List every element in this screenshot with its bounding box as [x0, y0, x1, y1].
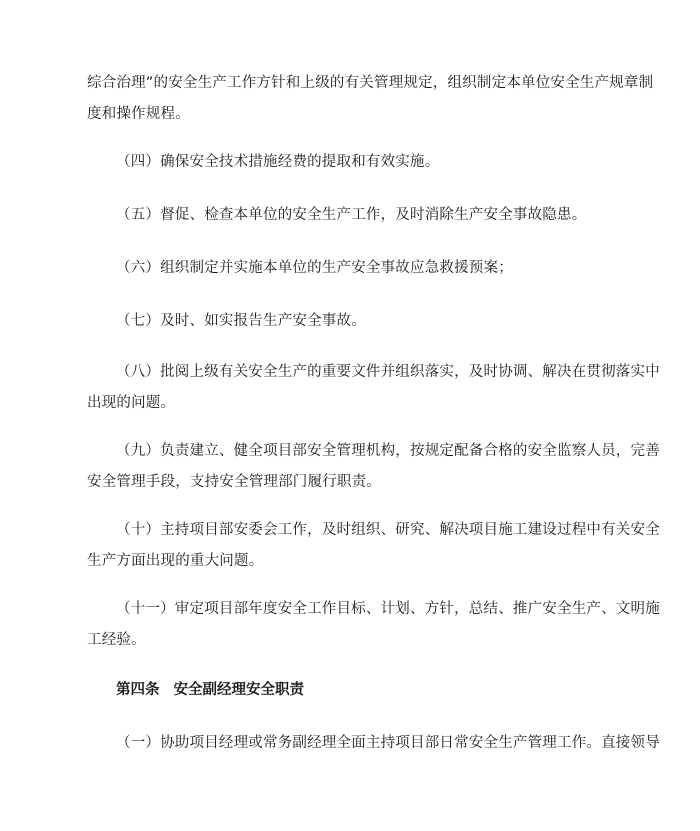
paragraph-line: （十一）审定项目部年度安全工作目标、计划、方针，总结、推广安全生产、文明施 [116, 601, 660, 617]
paragraph-line: （九）负责建立、健全项目部安全管理机构，按规定配备合格的安全监察人员，完善 [116, 443, 660, 459]
paragraph-article4-item-1 [87, 728, 660, 759]
paragraph-line: （五）督促、检查本单位的安全生产工作，及时消除生产安全事故隐患。 [116, 207, 587, 223]
paragraph-line: （四）确保安全技术措施经费的提取和有效实施。 [116, 154, 440, 170]
article-number: 第四条 [116, 682, 160, 698]
paragraph-line: 综合治理”的安全生产工作方针和上级的有关管理规定，组织制定本单位安全生产规章制 [87, 75, 654, 91]
paragraph-item-7 [87, 306, 617, 337]
paragraph-line: （八）批阅上级有关安全生产的重要文件并组织落实，及时协调、解决在贯彻落实中 [116, 364, 660, 380]
paragraph-item-6 [87, 253, 617, 284]
paragraph-line: （六）组织制定并实施本单位的生产安全事故应急救援预案； [116, 260, 513, 276]
paragraph-item-11 [87, 594, 660, 656]
paragraph-item-8 [87, 357, 660, 419]
paragraph-line: 度和操作规程。 [87, 106, 190, 122]
article-title: 安全副经理安全职责 [173, 682, 304, 698]
paragraph-line: （七）及时、如实报告生产安全事故。 [116, 313, 366, 329]
paragraph-line: 生产方面出现的重大问题。 [87, 553, 264, 569]
paragraph-line: 工经验。 [87, 632, 146, 648]
paragraph-item-5 [87, 200, 617, 231]
paragraph-item-9 [87, 436, 660, 498]
paragraph-line: （一）协助项目经理或常务副经理全面主持项目部日常安全生产管理工作。直接领导 [116, 735, 660, 751]
paragraph-continuation [87, 68, 654, 130]
paragraph-item-10 [87, 515, 660, 577]
paragraph-line: （十）主持项目部安委会工作，及时组织、研究、解决项目施工建设过程中有关安全 [116, 522, 660, 538]
paragraph-item-4 [87, 147, 617, 178]
paragraph-line: 出现的问题。 [87, 395, 176, 411]
article-heading [116, 675, 304, 706]
paragraph-line: 安全管理手段，支持安全管理部门履行职责。 [87, 474, 381, 490]
